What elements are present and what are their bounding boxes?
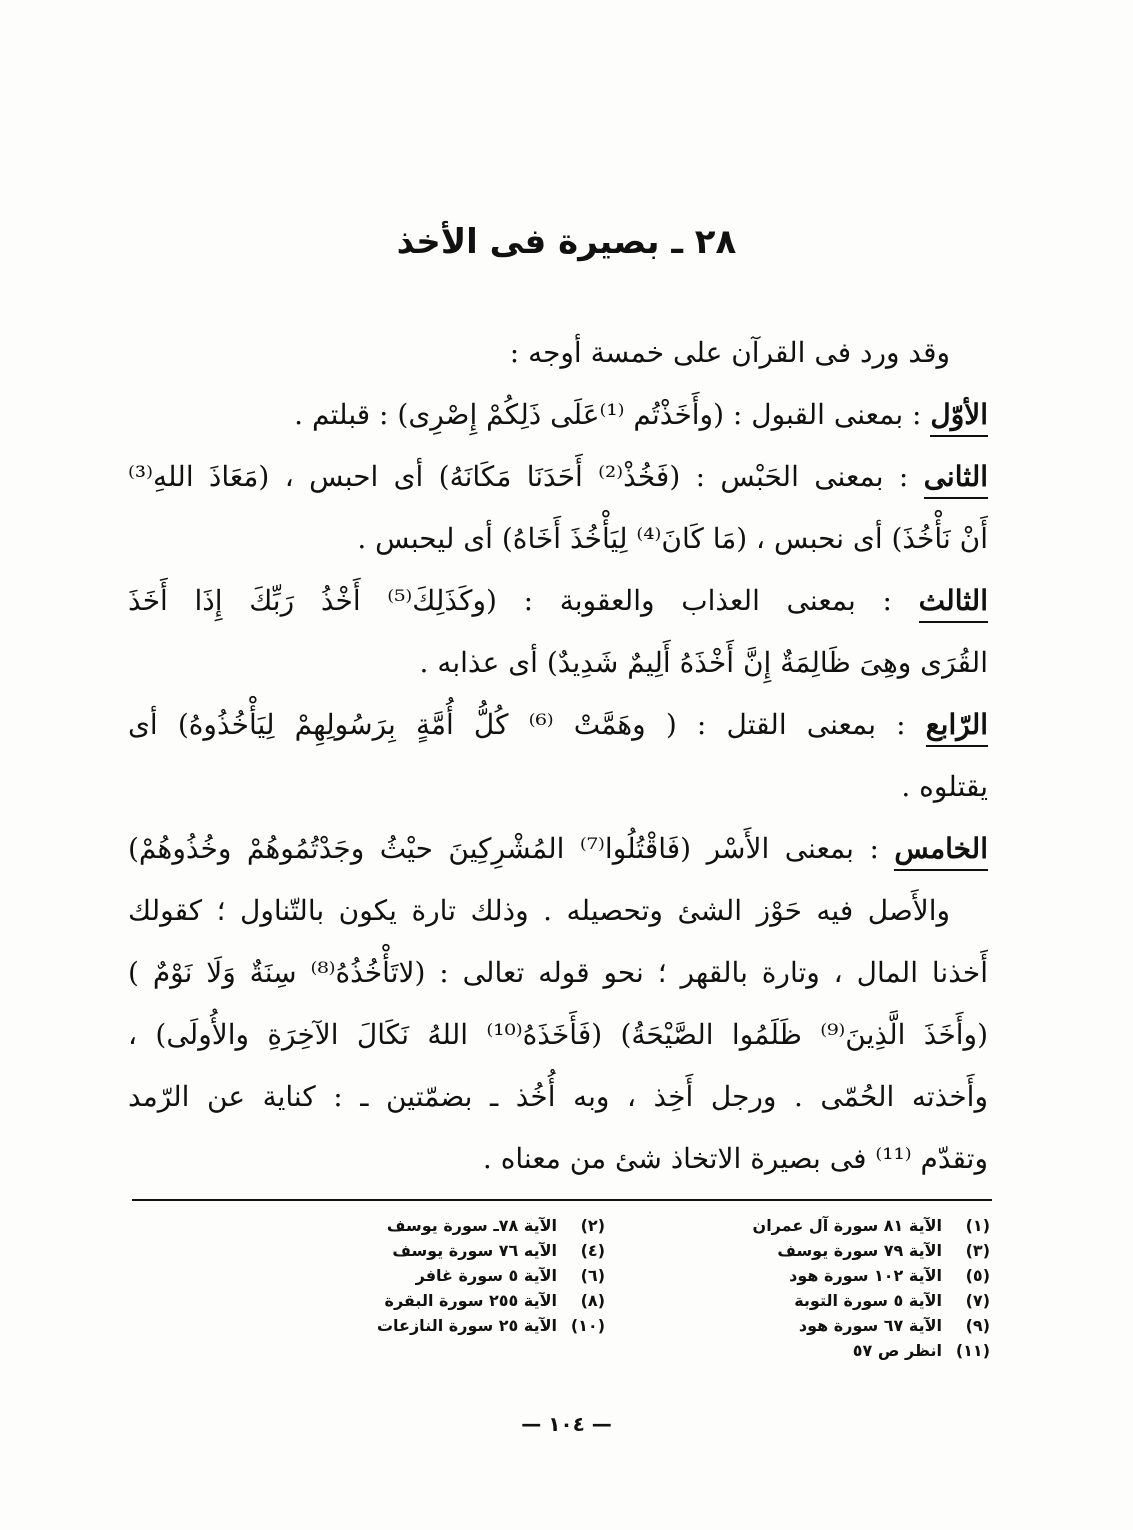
line-text: : بمعنى الأَسْر (فَاقْتُلُوا⁽⁷⁾ المُشْرِكِينَ حيْثُ وجَدْتُمُوهُمْ وخُذُوهُمْ) [128, 832, 895, 865]
footnote-item [270, 1313, 605, 1338]
section-title: ٢٨ ـ بصيرة فى الأخذ [396, 222, 737, 262]
footnote-text: الآيه ٧٦ سورة يوسف [392, 1241, 557, 1260]
footnote-number: (٧) [965, 1291, 990, 1310]
footnote-item [655, 1288, 990, 1313]
line-text: يقتلوه . [901, 770, 988, 803]
footnote-number: (٣) [965, 1241, 990, 1260]
line-text: وتقدّم ⁽¹¹⁾ فى بصيرة الاتخاذ شئ من معناه . [482, 1142, 988, 1175]
footnote-item [655, 1263, 990, 1288]
text-line [128, 880, 988, 942]
body-text [128, 322, 988, 1190]
footnote-number: (٩) [965, 1316, 990, 1335]
line-text: والأَصل فيه حَوْز الشئ وتحصيله . وذلك تارة يكون بالتّناول ؛ كقولك [128, 894, 950, 927]
footnotes [270, 1213, 990, 1363]
text-line [128, 1004, 988, 1066]
footnote-item [655, 1313, 990, 1338]
footnote-number: (١) [965, 1216, 990, 1235]
line-text: : بمعنى الحَبْس : (فَخُذْ⁽²⁾ أَحَدَنَا مَكَانَهُ) أى احبس ، (مَعَاذَ اللهِ⁽³⁾ [128, 460, 924, 493]
section-label: الثانى [924, 460, 988, 499]
footnotes-left-column [270, 1213, 605, 1363]
footnote-item [270, 1263, 605, 1288]
line-text: : بمعنى العذاب والعقوبة : (وكَذَلِكَ⁽⁵⁾ أَخْذُ رَبِّكَ إِذَا أَخَذَ [128, 584, 919, 617]
footnote-item [655, 1238, 990, 1263]
text-line [128, 1066, 988, 1128]
section-label: الرّابع [926, 708, 988, 747]
footnote-item [655, 1338, 990, 1363]
footnote-text: الآية ٢٥٥ سورة البقرة [384, 1291, 557, 1310]
footnote-item [270, 1213, 605, 1238]
footnote-number: (٦) [580, 1266, 605, 1285]
line-text: وقد ورد فى القرآن على خمسة أوجه : [509, 336, 950, 369]
line-text: (وأَخَذَ الَّذِينَ⁽⁹⁾ ظَلَمُوا الصَّيْحَةُ) (فَأَخَذَهُ⁽¹⁰⁾ اللهُ نَكَالَ الآخِرَةِ والأُولَى) ، [128, 1018, 988, 1051]
footnote-number: (٥) [965, 1266, 990, 1285]
line-text: أَنْ نَأْخُذَ) أى نحبس ، (مَا كَانَ⁽⁴⁾ لِيَأْخُذَ أَخَاهُ) أى ليحبس . [357, 522, 988, 555]
text-line [128, 446, 988, 508]
section-label: الثالث [919, 584, 988, 623]
line-text: : بمعنى القتل : ( وهَمَّتْ ⁽⁶⁾ كُلُّ أُمَّةٍ بِرَسُولِهِمْ لِيَأْخُذُوهُ) أى [128, 708, 926, 741]
line-text: القُرَى وهِىَ ظَالِمَةٌ إِنَّ أَخْذَهُ أَلِيمٌ شَدِيدٌ) أى عذابه . [419, 646, 988, 679]
footnote-item [655, 1213, 990, 1238]
section-label: الخامس [894, 832, 988, 871]
text-line [128, 570, 988, 632]
footnote-number: (١٠) [570, 1316, 605, 1335]
footnote-text: الآية ٧٩ سورة يوسف [777, 1241, 942, 1260]
footnote-item [270, 1288, 605, 1313]
footnote-number: (٨) [580, 1291, 605, 1310]
footnote-text: الآية ٥ سورة التوبة [794, 1291, 942, 1310]
line-text: أَخذنا المال ، وتارة بالقهر ؛ نحو قوله تعالى : (لاتَأْخُذُهُ⁽⁸⁾ سِنَةٌ وَلَا نَوْمٌ ) [128, 956, 988, 989]
footnote-text: الآية ٨١ سورة آل عمران [752, 1216, 942, 1235]
footnote-number: (٤) [580, 1241, 605, 1260]
line-text: : بمعنى القبول : (وأَخَذْتُم ⁽¹⁾عَلَى ذَلِكُمْ إِصْرِى) : قبلتم . [294, 398, 931, 431]
section-label: الأوّل [930, 398, 988, 437]
page-number: — ١٠٤ — [521, 1412, 612, 1436]
text-line [128, 632, 988, 694]
footnote-number: (٢) [580, 1216, 605, 1235]
footnote-text: الآية ١٠٢ سورة هود [789, 1266, 942, 1285]
footnote-text: الآية ٥ سورة غافر [415, 1266, 557, 1285]
footnote-item [270, 1238, 605, 1263]
footnote-divider [132, 1199, 992, 1201]
text-line [128, 818, 988, 880]
footnotes-right-column [655, 1213, 990, 1363]
footnote-text: الآية ٧٨ـ سورة يوسف [386, 1216, 557, 1235]
footnote-text: انظر ص ٥٧ [852, 1341, 942, 1360]
footnote-number: (١١) [955, 1341, 990, 1360]
text-line [128, 508, 988, 570]
text-line [128, 756, 988, 818]
text-line [128, 1128, 988, 1190]
text-line [128, 322, 988, 384]
text-line [128, 694, 988, 756]
footnote-text: الآية ٢٥ سورة النازعات [376, 1316, 557, 1335]
text-line [128, 384, 988, 446]
text-line [128, 942, 988, 1004]
line-text: وأَخذته الحُمّى . ورجل أَخِذ ، وبه أُخُذ ـ بضمّتين ـ : كناية عن الرّمد [128, 1080, 988, 1113]
footnote-text: الآية ٦٧ سورة هود [798, 1316, 942, 1335]
